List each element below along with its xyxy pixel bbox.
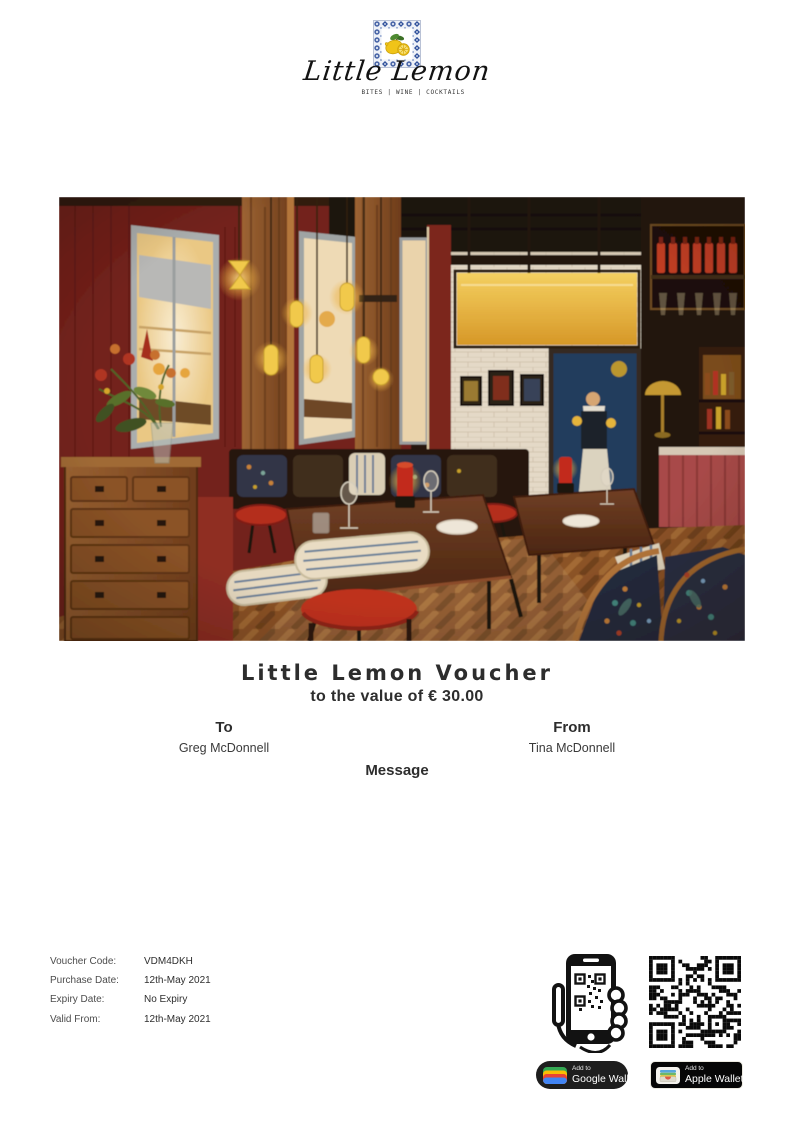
detail-value: No Expiry: [144, 994, 188, 1006]
google-wallet-button[interactable]: [536, 1061, 638, 1089]
detail-label: Voucher Code:: [50, 956, 117, 967]
detail-row-valid-from: [50, 1010, 211, 1029]
apple-wallet-add-label: Add to: [685, 1064, 704, 1072]
voucher-title: Little Lemon Voucher: [240, 661, 554, 685]
message-body: [97, 788, 697, 908]
message-heading: Message: [365, 762, 429, 779]
apple-wallet-label: Apple Wallet: [685, 1073, 744, 1085]
detail-label: Valid From:: [50, 1013, 101, 1025]
from-heading: From: [553, 719, 591, 736]
detail-row-expiry-date: [50, 990, 211, 1009]
to-name: Greg McDonnell: [178, 741, 270, 755]
voucher-value-subtitle: to the value of € 30.00: [310, 688, 484, 705]
brand-tagline: BITES | WINE | COCKTAILS: [361, 89, 465, 96]
to-section: [59, 719, 389, 755]
brand-name-script: Little Lemon: [301, 56, 493, 87]
voucher-details: [50, 952, 211, 1029]
google-wallet-label: Google Wallet: [572, 1073, 638, 1085]
to-heading: To: [215, 719, 233, 736]
google-wallet-add-label: Add to: [572, 1064, 591, 1072]
qr-code-icon: [649, 956, 741, 1048]
from-name: Tina McDonnell: [528, 741, 616, 755]
google-wallet-icon: [543, 1067, 567, 1084]
detail-label: Purchase Date:: [50, 975, 119, 987]
restaurant-photo: [59, 197, 745, 641]
phone-scanning-qr-icon: [546, 951, 634, 1055]
from-section: [407, 719, 737, 755]
detail-value: 12th-May 2021: [144, 1013, 211, 1025]
detail-row-purchase-date: [50, 971, 211, 990]
detail-row-voucher-code: [50, 952, 211, 971]
apple-wallet-button[interactable]: [650, 1061, 743, 1089]
detail-value: 12th-May 2021: [144, 975, 211, 987]
apple-wallet-icon: [656, 1067, 680, 1084]
detail-value: VDM4DKH: [144, 956, 193, 967]
detail-label: Expiry Date:: [50, 994, 105, 1006]
